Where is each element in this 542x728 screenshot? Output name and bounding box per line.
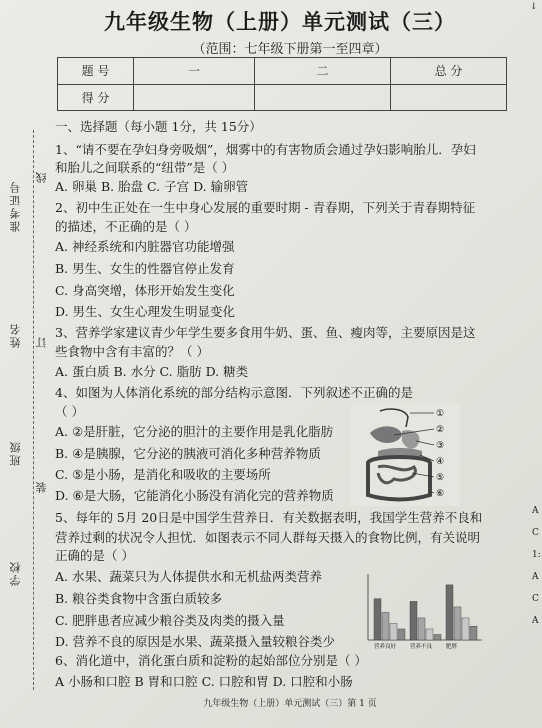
binding-line: [33, 130, 34, 690]
question-4-option: D. ⑥是大肠，它能消化小肠没有消化完的营养物质: [55, 488, 334, 503]
edge-mark: A: [532, 506, 539, 516]
chart-bar: [470, 626, 477, 640]
diagram-label: ⑤: [436, 473, 445, 483]
question-2-option: D. 男生、女生心理发生明显变化: [55, 304, 236, 319]
question-2-option: C. 身高突增，体形开始发生变化: [55, 283, 235, 298]
score-table-header-row: [58, 58, 507, 85]
question-4-option: B. ④是胰腺，它分泌的胰液可消化多种营养物质: [55, 446, 321, 461]
question-4-stem: （ ）: [55, 404, 84, 419]
chart-bar: [390, 623, 397, 640]
chart-bar: [446, 585, 453, 640]
edge-mark: 1:: [532, 550, 541, 560]
chart-bar: [382, 612, 389, 640]
chart-bar: [398, 629, 405, 640]
question-5-stem: 正确的是（ ）: [55, 548, 134, 563]
question-1-stem: 和胎儿之间联系的“纽带”是（ ）: [55, 160, 235, 175]
chart-bar: [418, 618, 425, 640]
right-edge-marks: [532, 500, 541, 632]
chart-bar: [374, 599, 381, 640]
question-3-stem: 3、营养学家建议青少年学生要多食用牛奶、蛋、鱼、瘦肉等，主要原因是这: [55, 325, 476, 340]
question-2-option: A. 神经系统和内脏器官功能增强: [55, 239, 235, 254]
score-cell: 得 分: [58, 84, 134, 111]
question-5-option: B. 粮谷类食物中含蛋白质较多: [55, 591, 223, 606]
question-5-stem: 营养过剩的状况令人担忧．如图表示不同人群每天摄入的食物比例，有关说明: [55, 530, 481, 545]
food-intake-bar-chart: [360, 570, 485, 650]
binding-mark: 订: [35, 335, 48, 348]
section-heading: 一、选择题（每小题 1分，共 15分）: [55, 119, 262, 134]
question-3-options: A. 蛋白质 B. 水分 C. 脂肪 D. 糖类: [55, 364, 249, 379]
question-5-option: A. 水果、蔬菜只为人体提供水和无机盐两类营养: [55, 569, 322, 584]
chart-category-label: 营养不良: [410, 644, 433, 650]
chart-bar: [462, 618, 469, 640]
chart-bar: [410, 601, 417, 640]
edge-mark: A: [532, 572, 539, 582]
question-2-stem: 的描述，不正确的是（ ）: [55, 219, 197, 234]
score-cell: 总 分: [391, 58, 507, 85]
chart-bar: [434, 634, 441, 640]
page-footer: 九年级生物（上册）单元测试（三）第 1 页: [203, 699, 377, 709]
diagram-label: ①: [436, 409, 445, 419]
corner-arrow-icon: ↓: [530, 2, 538, 12]
question-2-stem: 2、初中生正处在一生中身心发展的重要时期 - 青春期，下列关于青春期特征: [55, 200, 476, 215]
score-table-value-row: [58, 84, 507, 111]
edge-mark: A: [532, 616, 539, 626]
score-cell: 题 号: [58, 58, 134, 85]
question-3-stem: 些食物中含有丰富的？（ ）: [55, 344, 209, 359]
score-cell: 一: [134, 58, 255, 85]
page-title: 九年级生物（上册）单元测试（三）: [104, 9, 456, 34]
diagram-label: ④: [436, 457, 445, 467]
score-cell: [134, 84, 255, 111]
digestive-system-diagram: [350, 403, 460, 506]
question-2-option: B. 男生、女生的性器官停止发育: [55, 261, 235, 276]
question-6-stem: 6、消化道中，消化蛋白质和淀粉的起始部位分别是（ ）: [55, 653, 367, 668]
score-table: [57, 57, 507, 111]
question-4-option: A. ②是肝脏，它分泌的胆汁的主要作用是乳化脂肪: [55, 424, 334, 439]
question-6-options: A 小肠和口腔 B 胃和口腔 C. 口腔和胃 D. 口腔和小肠: [55, 674, 353, 689]
page-subtitle: （范围：七年级下册第一至四章）: [192, 42, 388, 57]
diagram-label: ③: [436, 441, 445, 451]
question-4-option: C. ⑤是小肠，是消化和吸收的主要场所: [55, 467, 271, 482]
chart-bar: [454, 607, 461, 640]
diagram-label: ⑥: [436, 489, 445, 499]
question-1-stem: 1、“请不要在孕妇身旁吸烟”，烟雾中的有害物质会通过孕妇影响胎儿．孕妇: [55, 142, 476, 157]
edge-mark: C: [532, 594, 539, 604]
edge-mark: C: [532, 528, 539, 538]
chart-category-label: 营养良好: [374, 644, 397, 650]
chart-category-label: 肥胖: [446, 644, 458, 650]
school-label: 学校: [9, 560, 22, 586]
name-label: 姓名: [9, 322, 22, 348]
question-5-option: C. 肥胖患者应减少粮谷类及肉类的摄入量: [55, 613, 285, 628]
diagram-label: ②: [436, 425, 445, 435]
question-5-option: D. 营养不良的原因是水果、蔬菜摄入量较粮谷类少: [55, 634, 336, 649]
score-cell: 二: [255, 58, 391, 85]
chart-bar: [426, 629, 433, 640]
score-cell: [255, 84, 391, 111]
score-cell: [391, 84, 507, 111]
question-4-stem: 4、如图为人体消化系统的部分结构示意图．下列叙述不正确的是: [55, 385, 413, 400]
question-1-options: A. 卵巢 B. 胎盘 C. 子宫 D. 输卵管: [55, 179, 249, 194]
question-5-stem: 5、每年的 5月 20日是中国学生营养日．有关数据表明，我国学生营养不良和: [55, 510, 483, 525]
exam-no-label: 准考证号: [9, 180, 22, 232]
class-label: 班级: [9, 440, 22, 466]
binding-mark: 线: [35, 170, 48, 183]
binding-mark: 装: [35, 480, 48, 493]
